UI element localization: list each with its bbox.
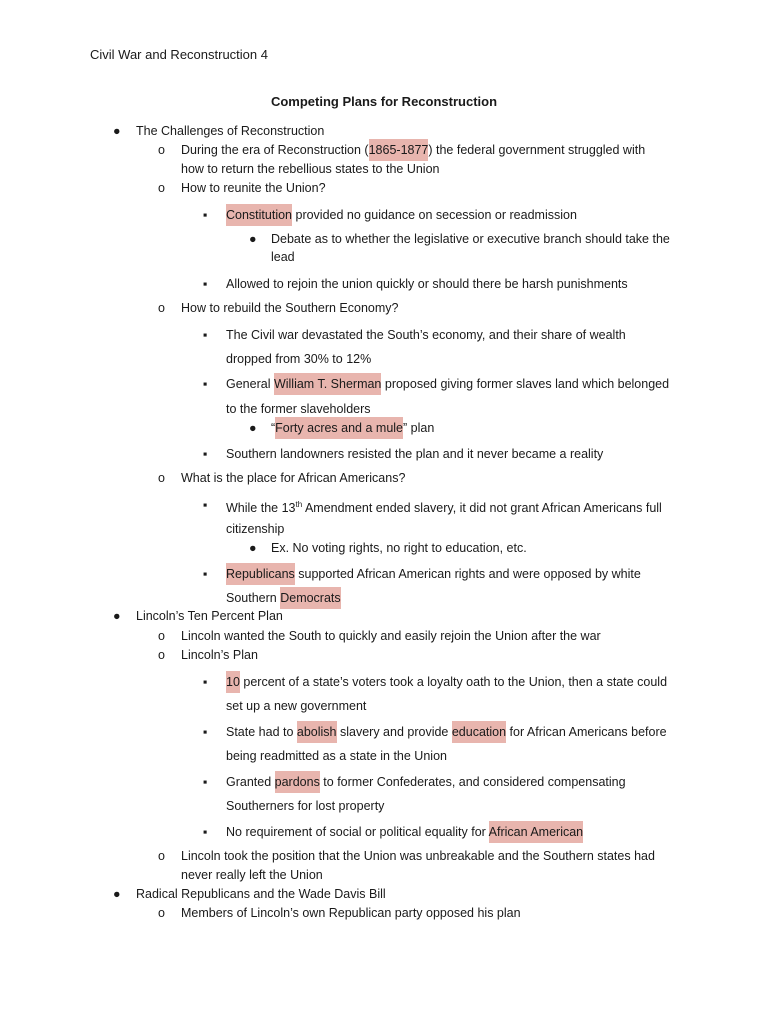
section-heading: Competing Plans for Reconstruction [270, 94, 498, 109]
list-item: How to reunite the Union? [181, 181, 326, 195]
list-item: While the 13th Amendment ended slavery, it did not grant African Americans full [226, 500, 662, 516]
list-item: Radical Republicans and the Wade Davis Bill [136, 887, 386, 901]
list-item: Southern landowners resisted the plan and it never became a reality [226, 447, 604, 461]
list-item: General William T. Sherman proposed giving former slaves land which belonged [226, 376, 669, 392]
bullet-l1: ● [113, 887, 121, 901]
list-item-continuation: citizenship [226, 522, 285, 536]
document-title: Civil War and Reconstruction 4 [90, 47, 268, 62]
bullet-l2: o [158, 181, 165, 195]
bullet-l2: o [158, 301, 165, 315]
bullet-l3: ▪ [203, 377, 208, 391]
bullet-l3: ▪ [203, 208, 208, 222]
list-item-continuation: set up a new government [226, 699, 367, 713]
list-item-continuation: to the former slaveholders [226, 402, 371, 416]
list-item: Ex. No voting rights, no right to education, etc. [271, 541, 527, 555]
list-item-continuation: Southern Democrats [226, 590, 341, 606]
list-item: The Challenges of Reconstruction [136, 124, 325, 138]
list-item-continuation: Southerners for lost property [226, 799, 385, 813]
highlight: 1865-1877 [369, 139, 429, 161]
highlight: Constitution [226, 204, 292, 226]
highlight: education [452, 721, 506, 743]
list-item-continuation: never really left the Union [181, 868, 323, 882]
bullet-l3: ▪ [203, 328, 208, 342]
list-item: No requirement of social or political equality for African American [226, 824, 583, 840]
list-item: Allowed to rejoin the union quickly or should there be harsh punishments [226, 277, 628, 291]
list-item: During the era of Reconstruction (1865-1877) the federal government struggled with [181, 142, 645, 158]
highlight: abolish [297, 721, 337, 743]
bullet-l3: ▪ [203, 675, 208, 689]
bullet-l2: o [158, 849, 165, 863]
list-item: Republicans supported African American rights and were opposed by white [226, 566, 641, 582]
list-item: Members of Lincoln’s own Republican party opposed his plan [181, 906, 521, 920]
list-item-continuation: dropped from 30% to 12% [226, 352, 372, 366]
bullet-l3: ▪ [203, 775, 208, 789]
highlight: William T. Sherman [274, 373, 381, 395]
bullet-l2: o [158, 906, 165, 920]
list-item: Granted pardons to former Confederates, and considered compensating [226, 774, 626, 790]
bullet-l4: ● [249, 232, 257, 246]
bullet-l4: ● [249, 421, 257, 435]
list-item: Lincoln wanted the South to quickly and easily rejoin the Union after the war [181, 629, 601, 643]
list-item-continuation: how to return the rebellious states to the Union [181, 162, 440, 176]
bullet-l3: ▪ [203, 567, 208, 581]
bullet-l1: ● [113, 124, 121, 138]
list-item: Constitution provided no guidance on secession or readmission [226, 207, 577, 223]
highlight: Republicans [226, 563, 295, 585]
list-item: “Forty acres and a mule” plan [271, 420, 434, 436]
highlight: Democrats [280, 587, 340, 609]
list-item: The Civil war devastated the South’s economy, and their share of wealth [226, 328, 626, 342]
bullet-l2: o [158, 629, 165, 643]
bullet-l2: o [158, 143, 165, 157]
bullet-l1: ● [113, 609, 121, 623]
list-item: Lincoln took the position that the Union was unbreakable and the Southern states had [181, 849, 655, 863]
list-item: What is the place for African Americans? [181, 471, 406, 485]
bullet-l3: ▪ [203, 825, 208, 839]
list-item: 10 percent of a state’s voters took a loyalty oath to the Union, then a state could [226, 674, 667, 690]
bullet-l3: ▪ [203, 447, 208, 461]
bullet-l3: ▪ [203, 498, 208, 512]
bullet-l4: ● [249, 541, 257, 555]
highlight: Forty acres and a mule [275, 417, 403, 439]
bullet-l3: ▪ [203, 725, 208, 739]
list-item: Debate as to whether the legislative or executive branch should take the [271, 232, 670, 246]
list-item: Lincoln’s Ten Percent Plan [136, 609, 283, 623]
list-item: How to rebuild the Southern Economy? [181, 301, 399, 315]
bullet-l2: o [158, 471, 165, 485]
list-item: State had to abolish slavery and provide education for African Americans before [226, 724, 667, 740]
bullet-l2: o [158, 648, 165, 662]
highlight: African American [489, 821, 583, 843]
list-item: Lincoln’s Plan [181, 648, 258, 662]
highlight: pardons [275, 771, 320, 793]
bullet-l3: ▪ [203, 277, 208, 291]
list-item-continuation: being readmitted as a state in the Union [226, 749, 447, 763]
highlight: 10 [226, 671, 240, 693]
list-item-continuation: lead [271, 250, 295, 264]
